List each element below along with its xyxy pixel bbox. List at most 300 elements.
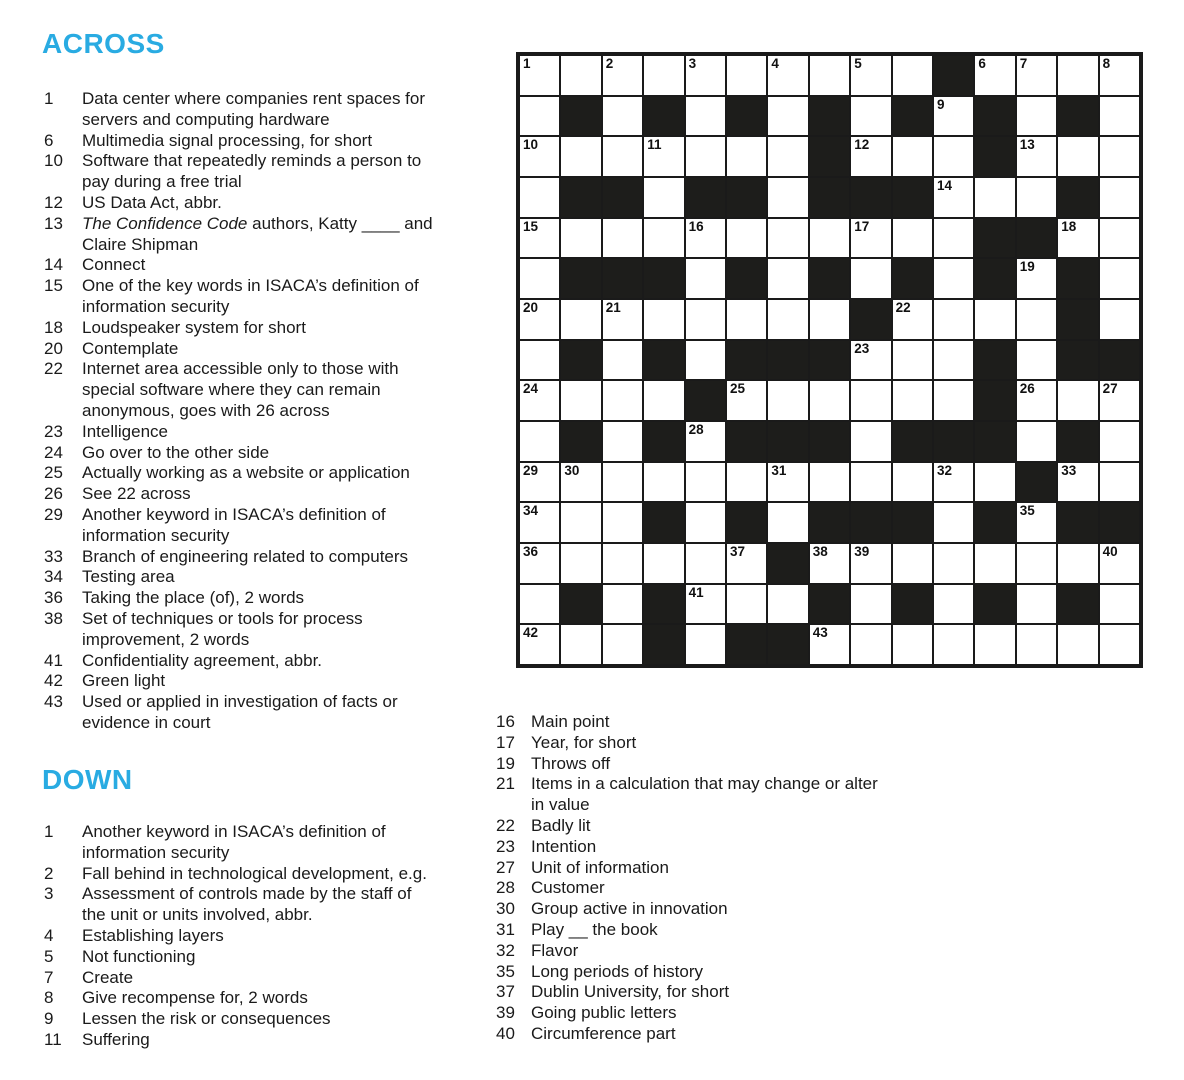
grid-cell[interactable] (1016, 136, 1057, 177)
grid-cell[interactable] (602, 55, 643, 96)
grid-cell[interactable] (1016, 96, 1057, 137)
cell-number: 23 (854, 340, 870, 356)
cell-number: 28 (688, 422, 704, 437)
cell-number: 7 (1019, 56, 1028, 71)
clue-text: One of the key words in ISACA’s definition of information security (82, 276, 419, 316)
cell-number: 15 (523, 218, 539, 234)
grid-cell-black (643, 258, 684, 299)
grid-cell[interactable] (1099, 258, 1140, 299)
grid-cell[interactable] (767, 177, 808, 218)
grid-cell[interactable] (519, 136, 560, 177)
grid-cell-black (1057, 340, 1098, 381)
grid-cell[interactable] (685, 462, 726, 503)
grid-cell[interactable] (602, 299, 643, 340)
grid-cell[interactable] (1016, 421, 1057, 462)
clue-text: The Confidence Code authors, Katty ____ and Claire Shipman (82, 213, 433, 254)
grid-cell-black (933, 55, 974, 96)
grid-cell-black (560, 340, 601, 381)
grid-cell-black (933, 421, 974, 462)
grid-cell-black (1057, 421, 1098, 462)
clue-text: Actually working as a website or application (82, 463, 410, 483)
grid-cell[interactable] (685, 502, 726, 543)
clue-item (44, 968, 514, 989)
grid-cell[interactable] (1016, 543, 1057, 584)
cell-number: 40 (1102, 544, 1118, 559)
grid-cell[interactable] (767, 299, 808, 340)
grid-cell[interactable] (1099, 299, 1140, 340)
grid-cell[interactable] (643, 299, 684, 340)
grid-cell-black (1057, 584, 1098, 625)
grid-cell-black (974, 584, 1015, 625)
grid-cell[interactable] (726, 55, 767, 96)
grid-cell[interactable] (974, 177, 1015, 218)
clue-item (496, 858, 976, 879)
grid-cell[interactable] (933, 136, 974, 177)
grid-cell[interactable] (560, 299, 601, 340)
clue-text: Dublin University, for short (531, 982, 730, 1002)
cell-number: 1 (523, 56, 531, 71)
cell-number: 43 (812, 625, 828, 641)
grid-cell-black (850, 502, 891, 543)
grid-cell[interactable] (560, 502, 601, 543)
cell-number: 24 (523, 381, 539, 397)
clue-text: Circumference part (531, 1023, 676, 1043)
clue-text: Multimedia signal processing, for short (82, 130, 373, 150)
clue-text: Not functioning (82, 946, 196, 966)
grid-cell-black (767, 624, 808, 665)
grid-cell[interactable] (1099, 584, 1140, 625)
grid-cell-black (974, 258, 1015, 299)
grid-cell[interactable] (1016, 340, 1057, 381)
grid-cell[interactable] (767, 502, 808, 543)
cell-number: 31 (771, 462, 787, 478)
grid-cell[interactable] (767, 380, 808, 421)
cell-number: 26 (1019, 381, 1035, 397)
grid-cell[interactable] (767, 258, 808, 299)
grid-cell-black (809, 584, 850, 625)
clue-number: 8 (44, 988, 54, 1008)
grid-cell-black (974, 380, 1015, 421)
grid-cell[interactable] (1016, 380, 1057, 421)
grid-cell[interactable] (726, 462, 767, 503)
grid-cell[interactable] (643, 462, 684, 503)
clue-text: Connect (82, 255, 146, 275)
grid-cell[interactable] (974, 299, 1015, 340)
grid-cell[interactable] (892, 462, 933, 503)
clue-number: 22 (44, 359, 63, 379)
clue-number: 22 (496, 815, 515, 835)
grid-cell[interactable] (892, 299, 933, 340)
grid-cell[interactable] (933, 624, 974, 665)
grid-cell[interactable] (850, 624, 891, 665)
grid-cell[interactable] (1099, 624, 1140, 665)
clue-text: Software that repeatedly reminds a person to pay during a free trial (82, 151, 422, 192)
clue-number: 40 (496, 1023, 515, 1043)
grid-cell[interactable] (519, 502, 560, 543)
grid-cell[interactable] (850, 96, 891, 137)
clue-text: Customer (531, 878, 605, 898)
cell-number: 8 (1102, 56, 1111, 71)
clue-item (496, 1024, 976, 1045)
grid-cell[interactable] (1099, 218, 1140, 259)
grid-cell[interactable] (809, 218, 850, 259)
grid-cell-black (643, 502, 684, 543)
grid-cell[interactable] (767, 136, 808, 177)
clue-number: 18 (44, 317, 63, 337)
grid-cell-black (892, 177, 933, 218)
clue-item (44, 947, 514, 968)
grid-cell[interactable] (519, 543, 560, 584)
grid-cell[interactable] (767, 584, 808, 625)
clue-text: Items in a calculation that may change or alter in value (531, 774, 878, 815)
clue-text: Loudspeaker system for short (82, 317, 306, 337)
grid-cell[interactable] (1016, 299, 1057, 340)
grid-cell[interactable] (560, 55, 601, 96)
cell-number: 19 (1019, 259, 1035, 275)
grid-cell[interactable] (850, 584, 891, 625)
clue-item (496, 774, 976, 816)
grid-cell[interactable] (685, 136, 726, 177)
grid-cell[interactable] (602, 136, 643, 177)
clue-item (44, 822, 514, 864)
down-heading: DOWN (42, 764, 133, 795)
grid-cell[interactable] (767, 55, 808, 96)
grid-cell-black (809, 96, 850, 137)
clue-number: 16 (496, 712, 515, 731)
clue-text: Going public letters (531, 1003, 677, 1023)
grid-cell[interactable] (933, 177, 974, 218)
grid-cell[interactable] (602, 502, 643, 543)
clue-item (496, 733, 976, 754)
cell-number: 4 (771, 56, 779, 71)
clue-number: 24 (44, 442, 63, 462)
cell-number: 11 (647, 137, 662, 153)
grid-cell[interactable] (933, 258, 974, 299)
grid-cell[interactable] (726, 584, 767, 625)
grid-cell[interactable] (809, 624, 850, 665)
grid-cell[interactable] (685, 258, 726, 299)
grid-cell[interactable] (974, 624, 1015, 665)
grid-cell[interactable] (850, 380, 891, 421)
grid-cell[interactable] (892, 218, 933, 259)
grid-cell[interactable] (685, 55, 726, 96)
grid-cell-black (767, 421, 808, 462)
grid-cell[interactable] (519, 340, 560, 381)
clue-text: Long periods of history (531, 961, 703, 981)
grid-cell[interactable] (1016, 55, 1057, 96)
grid-cell-black (643, 624, 684, 665)
clue-item (44, 276, 514, 318)
grid-cell[interactable] (1057, 55, 1098, 96)
grid-cell[interactable] (519, 258, 560, 299)
grid-cell[interactable] (1057, 218, 1098, 259)
grid-cell[interactable] (1016, 177, 1057, 218)
clue-text: Used or applied in investigation of facts or evidence in court (82, 692, 398, 732)
grid-cell[interactable] (643, 136, 684, 177)
grid-cell[interactable] (1099, 380, 1140, 421)
clue-text: Create (82, 967, 134, 987)
grid-cell[interactable] (685, 218, 726, 259)
clue-item (496, 816, 976, 837)
grid-cell[interactable] (726, 299, 767, 340)
grid-cell[interactable] (933, 96, 974, 137)
grid-cell[interactable] (767, 218, 808, 259)
grid-cell[interactable] (643, 177, 684, 218)
cell-number: 33 (1061, 462, 1077, 478)
clue-text: Intention (531, 836, 597, 856)
grid-cell[interactable] (933, 380, 974, 421)
grid-cell[interactable] (892, 380, 933, 421)
grid-cell-black (560, 421, 601, 462)
clue-text: Group active in innovation (531, 899, 728, 919)
grid-cell[interactable] (602, 218, 643, 259)
clue-text: Internet area accessible only to those with special software where they can remain anonymous, goes with 26 across (82, 359, 399, 420)
grid-cell[interactable] (685, 299, 726, 340)
grid-cell[interactable] (685, 543, 726, 584)
grid-cell-black (974, 136, 1015, 177)
clue-number: 28 (496, 878, 515, 898)
grid-cell-black (1057, 258, 1098, 299)
clue-item (44, 926, 514, 947)
across-heading: ACROSS (42, 28, 165, 59)
clue-number: 33 (44, 546, 63, 566)
grid-cell[interactable] (602, 462, 643, 503)
grid-cell-black (602, 258, 643, 299)
clue-number: 14 (44, 255, 63, 275)
grid-cell[interactable] (519, 96, 560, 137)
grid-cell[interactable] (602, 340, 643, 381)
grid-cell[interactable] (809, 543, 850, 584)
grid-cell[interactable] (974, 55, 1015, 96)
clue-text: Branch of engineering related to computers (82, 546, 409, 566)
clue-number: 10 (44, 151, 63, 171)
grid-cell[interactable] (1057, 543, 1098, 584)
grid-cell-black (892, 96, 933, 137)
grid-cell[interactable] (519, 299, 560, 340)
grid-cell-black (726, 258, 767, 299)
clue-number: 23 (496, 836, 515, 856)
clue-item (496, 878, 976, 899)
grid-cell[interactable] (560, 624, 601, 665)
clue-item (44, 214, 514, 256)
grid-cell[interactable] (892, 55, 933, 96)
grid-cell[interactable] (602, 421, 643, 462)
grid-cell[interactable] (519, 177, 560, 218)
grid-cell[interactable] (933, 584, 974, 625)
clue-number: 1 (44, 822, 54, 841)
grid-cell-black (1016, 462, 1057, 503)
grid-cell[interactable] (602, 380, 643, 421)
grid-cell[interactable] (1016, 624, 1057, 665)
grid-cell[interactable] (685, 340, 726, 381)
clue-number: 43 (44, 692, 63, 712)
grid-cell[interactable] (892, 340, 933, 381)
grid-cell[interactable] (519, 462, 560, 503)
grid-cell[interactable] (1057, 136, 1098, 177)
grid-cell[interactable] (685, 421, 726, 462)
grid-cell[interactable] (726, 218, 767, 259)
grid-cell-black (767, 543, 808, 584)
grid-cell-black (1057, 502, 1098, 543)
grid-cell[interactable] (602, 543, 643, 584)
clue-number: 25 (44, 463, 63, 483)
clue-item (44, 463, 514, 484)
grid-cell[interactable] (726, 380, 767, 421)
clue-item (44, 339, 514, 360)
grid-cell[interactable] (685, 584, 726, 625)
grid-cell-black (809, 136, 850, 177)
clue-item (44, 1030, 514, 1051)
grid-cell[interactable] (850, 136, 891, 177)
clue-number: 21 (496, 774, 515, 794)
grid-cell[interactable] (1057, 462, 1098, 503)
cell-number: 25 (730, 381, 746, 397)
clue-text: Suffering (82, 1029, 150, 1049)
grid-cell[interactable] (892, 136, 933, 177)
grid-cell[interactable] (809, 299, 850, 340)
grid-cell[interactable] (892, 543, 933, 584)
grid-cell[interactable] (974, 543, 1015, 584)
clue-text: Play __ the book (531, 919, 658, 939)
grid-cell[interactable] (1099, 421, 1140, 462)
clue-item (44, 988, 514, 1009)
clue-item (44, 609, 514, 651)
clue-number: 6 (44, 130, 54, 150)
grid-cell[interactable] (933, 299, 974, 340)
grid-cell[interactable] (1016, 584, 1057, 625)
grid-cell[interactable] (933, 462, 974, 503)
grid-cell[interactable] (1099, 462, 1140, 503)
grid-cell[interactable] (726, 136, 767, 177)
grid-cell-black (974, 340, 1015, 381)
clue-item (44, 588, 514, 609)
clue-text: Set of techniques or tools for process improvement, 2 words (82, 608, 363, 649)
cell-number: 2 (605, 56, 614, 71)
grid-cell[interactable] (643, 55, 684, 96)
clue-number: 9 (44, 1009, 54, 1029)
cell-number: 21 (605, 300, 621, 315)
grid-cell[interactable] (809, 55, 850, 96)
grid-cell[interactable] (933, 340, 974, 381)
grid-cell[interactable] (933, 502, 974, 543)
grid-cell[interactable] (1016, 502, 1057, 543)
crossword-grid (516, 52, 1143, 668)
grid-cell[interactable] (809, 462, 850, 503)
grid-cell-black (643, 584, 684, 625)
cell-number: 18 (1061, 218, 1077, 234)
clue-number: 17 (496, 732, 515, 752)
grid-cell[interactable] (1099, 55, 1140, 96)
grid-cell[interactable] (892, 624, 933, 665)
grid-cell[interactable] (1099, 96, 1140, 137)
clue-number: 42 (44, 671, 63, 691)
grid-cell[interactable] (519, 584, 560, 625)
cell-number: 17 (854, 218, 870, 234)
down-clue-list-left (44, 822, 514, 1051)
grid-cell[interactable] (933, 218, 974, 259)
grid-cell[interactable] (1057, 380, 1098, 421)
grid-cell[interactable] (519, 218, 560, 259)
grid-cell[interactable] (1099, 543, 1140, 584)
grid-cell[interactable] (850, 55, 891, 96)
grid-cell-black (809, 177, 850, 218)
grid-cell[interactable] (519, 55, 560, 96)
grid-cell[interactable] (602, 96, 643, 137)
grid-cell[interactable] (519, 421, 560, 462)
grid-cell[interactable] (850, 421, 891, 462)
cell-number: 27 (1102, 381, 1118, 397)
grid-cell[interactable] (519, 380, 560, 421)
clue-number: 23 (44, 421, 63, 441)
clue-item (44, 193, 514, 214)
grid-cell[interactable] (602, 584, 643, 625)
clue-item (496, 982, 976, 1003)
grid-cell[interactable] (560, 462, 601, 503)
cell-number: 39 (854, 544, 870, 559)
grid-cell[interactable] (726, 543, 767, 584)
clue-item (44, 359, 514, 421)
grid-cell[interactable] (560, 380, 601, 421)
grid-cell[interactable] (767, 96, 808, 137)
grid-cell[interactable] (602, 624, 643, 665)
grid-cell[interactable] (643, 218, 684, 259)
grid-cell[interactable] (560, 543, 601, 584)
grid-cell[interactable] (850, 218, 891, 259)
grid-cell-black (726, 421, 767, 462)
grid-cell[interactable] (850, 462, 891, 503)
grid-cell[interactable] (519, 624, 560, 665)
grid-cell[interactable] (933, 543, 974, 584)
grid-cell[interactable] (560, 136, 601, 177)
grid-cell[interactable] (560, 218, 601, 259)
grid-cell-black (726, 177, 767, 218)
grid-cell-black (1016, 218, 1057, 259)
grid-cell-black (974, 218, 1015, 259)
grid-cell[interactable] (1099, 136, 1140, 177)
grid-cell[interactable] (850, 340, 891, 381)
grid-cell[interactable] (685, 624, 726, 665)
clue-item (496, 754, 976, 775)
grid-cell[interactable] (767, 462, 808, 503)
cell-number: 32 (937, 462, 953, 478)
grid-cell[interactable] (1099, 177, 1140, 218)
cell-number: 14 (937, 178, 953, 193)
cell-number: 20 (523, 300, 539, 315)
grid-cell-black (850, 177, 891, 218)
grid-cell-black (974, 96, 1015, 137)
grid-cell[interactable] (850, 258, 891, 299)
grid-cell[interactable] (809, 380, 850, 421)
clue-item (44, 884, 514, 926)
grid-cell[interactable] (974, 462, 1015, 503)
grid-cell-black (809, 421, 850, 462)
clue-item (44, 151, 514, 193)
cell-number: 34 (523, 503, 539, 519)
grid-cell[interactable] (1016, 258, 1057, 299)
clue-number: 39 (496, 1003, 515, 1023)
grid-cell[interactable] (643, 380, 684, 421)
grid-cell[interactable] (1057, 624, 1098, 665)
clue-item (44, 131, 514, 152)
grid-cell-black (850, 299, 891, 340)
grid-cell[interactable] (643, 543, 684, 584)
grid-cell[interactable] (850, 543, 891, 584)
clue-text: Go over to the other side (82, 442, 270, 462)
clue-number: 3 (44, 884, 54, 904)
clue-number: 7 (44, 967, 54, 987)
grid-cell[interactable] (685, 96, 726, 137)
grid-cell-black (560, 96, 601, 137)
